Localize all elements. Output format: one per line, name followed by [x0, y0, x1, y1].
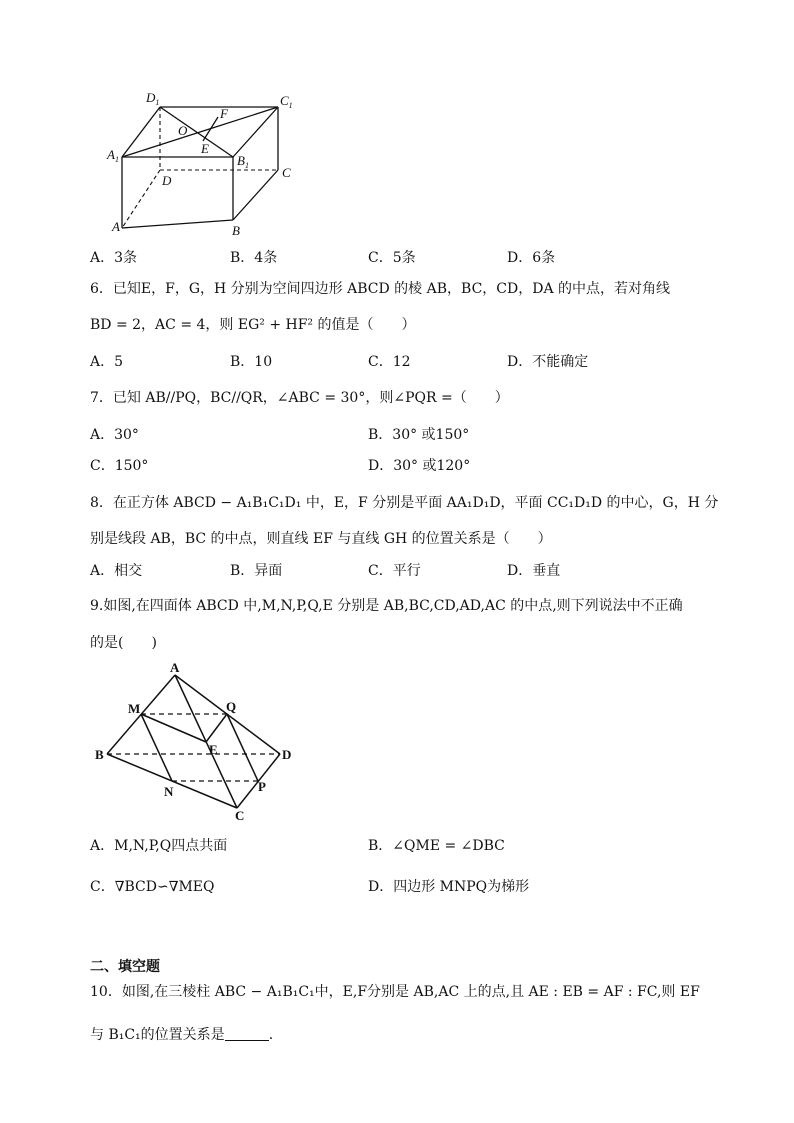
svg-text:C: C — [235, 808, 245, 820]
q10-period: . — [268, 1027, 274, 1043]
q10-stem-line1: 10．如图,在三棱柱 ABC − A₁B₁C₁中，E,F分别是 AB,AC 上的点,且 AE : EB = AF : FC,则 EF — [90, 984, 700, 1000]
q9-option-d[interactable]: D．四边形 MNPQ为梯形 — [368, 879, 530, 895]
svg-text:N: N — [164, 784, 174, 799]
svg-text:A: A — [170, 660, 180, 675]
svg-text:Q: Q — [226, 699, 237, 714]
q10-stem-text: 与 B₁C₁的位置关系是 — [90, 1027, 225, 1043]
q6-stem-line1: 6．已知E，F，G，H 分别为空间四边形 ABCD 的棱 AB，BC，CD，DA 的中点，若对角线 — [90, 281, 671, 297]
q8-option-a[interactable]: A．相交 — [90, 563, 143, 579]
q10-answer-blank[interactable] — [225, 1026, 269, 1041]
svg-text:P: P — [258, 779, 266, 794]
q6-option-d[interactable]: D．不能确定 — [507, 354, 589, 370]
q9-option-c[interactable]: C．∇BCD∽∇MEQ — [90, 879, 215, 895]
svg-text:B: B — [95, 747, 104, 762]
svg-text:M: M — [128, 701, 141, 716]
q8-stem-line1: 8．在正方体 ABCD − A₁B₁C₁D₁ 中，E，F 分别是平面 AA₁D₁D，平面 CC₁D₁D 的中心，G，H 分 — [90, 495, 719, 511]
q8-option-b[interactable]: B．异面 — [230, 563, 283, 579]
svg-text:D: D — [162, 173, 172, 188]
svg-text:E: E — [201, 141, 209, 156]
tetrahedron-figure — [92, 660, 302, 820]
svg-text:F: F — [220, 106, 228, 121]
q7-option-a[interactable]: A．30° — [90, 427, 139, 443]
svg-text:B1: $B_1$ — [237, 153, 249, 170]
q6-option-b[interactable]: B．10 — [230, 354, 273, 370]
q6-option-a[interactable]: A．5 — [90, 354, 124, 370]
q8-option-c[interactable]: C．平行 — [368, 563, 421, 579]
svg-text:A1: $A_1$ — [107, 147, 119, 164]
svg-text:E: E — [209, 742, 218, 757]
q7-stem: 7．已知 AB//PQ，BC//QR，∠ABC = 30°，则∠PQR =（ ） — [90, 390, 509, 406]
svg-text:B: B — [232, 223, 240, 238]
q7-option-b[interactable]: B．30° 或150° — [368, 427, 470, 443]
q9-option-b[interactable]: B．∠QME = ∠DBC — [368, 838, 505, 854]
svg-text:A: A — [112, 219, 120, 234]
svg-text:D: D — [282, 747, 292, 762]
cuboid-figure — [100, 85, 300, 240]
q5-option-a[interactable]: A．3条 — [90, 250, 138, 266]
q9-stem-line2: 的是( ) — [90, 635, 157, 651]
svg-text:C: C — [282, 165, 291, 180]
q10-stem-line2 — [90, 1026, 273, 1044]
q5-option-d[interactable]: D．6条 — [507, 250, 556, 266]
q7-option-c[interactable]: C．150° — [90, 458, 149, 474]
q8-stem-line2: 别是线段 AB，BC 的中点，则直线 EF 与直线 GH 的位置关系是（ ） — [90, 531, 552, 547]
q7-option-d[interactable]: D．30° 或120° — [368, 458, 471, 474]
svg-text:O: O — [178, 123, 188, 138]
q6-option-c[interactable]: C．12 — [368, 354, 411, 370]
q9-stem-line1: 9.如图,在四面体 ABCD 中,M,N,P,Q,E 分别是 AB,BC,CD,AD,AC 的中点,则下列说法中不正确 — [90, 598, 683, 614]
q8-option-d[interactable]: D．垂直 — [507, 563, 561, 579]
q5-option-c[interactable]: C．5条 — [368, 250, 416, 266]
q9-option-a[interactable]: A．M,N,P,Q四点共面 — [90, 838, 228, 854]
section-title-fill-blank: 二、填空题 — [90, 959, 160, 975]
svg-text:C1: $C_1$ — [280, 93, 293, 110]
q6-stem-line2: BD = 2，AC = 4，则 EG² + HF² 的值是（ ） — [90, 317, 416, 333]
q5-option-b[interactable]: B．4条 — [230, 250, 278, 266]
svg-text:D1: $D_1$ — [146, 90, 160, 107]
